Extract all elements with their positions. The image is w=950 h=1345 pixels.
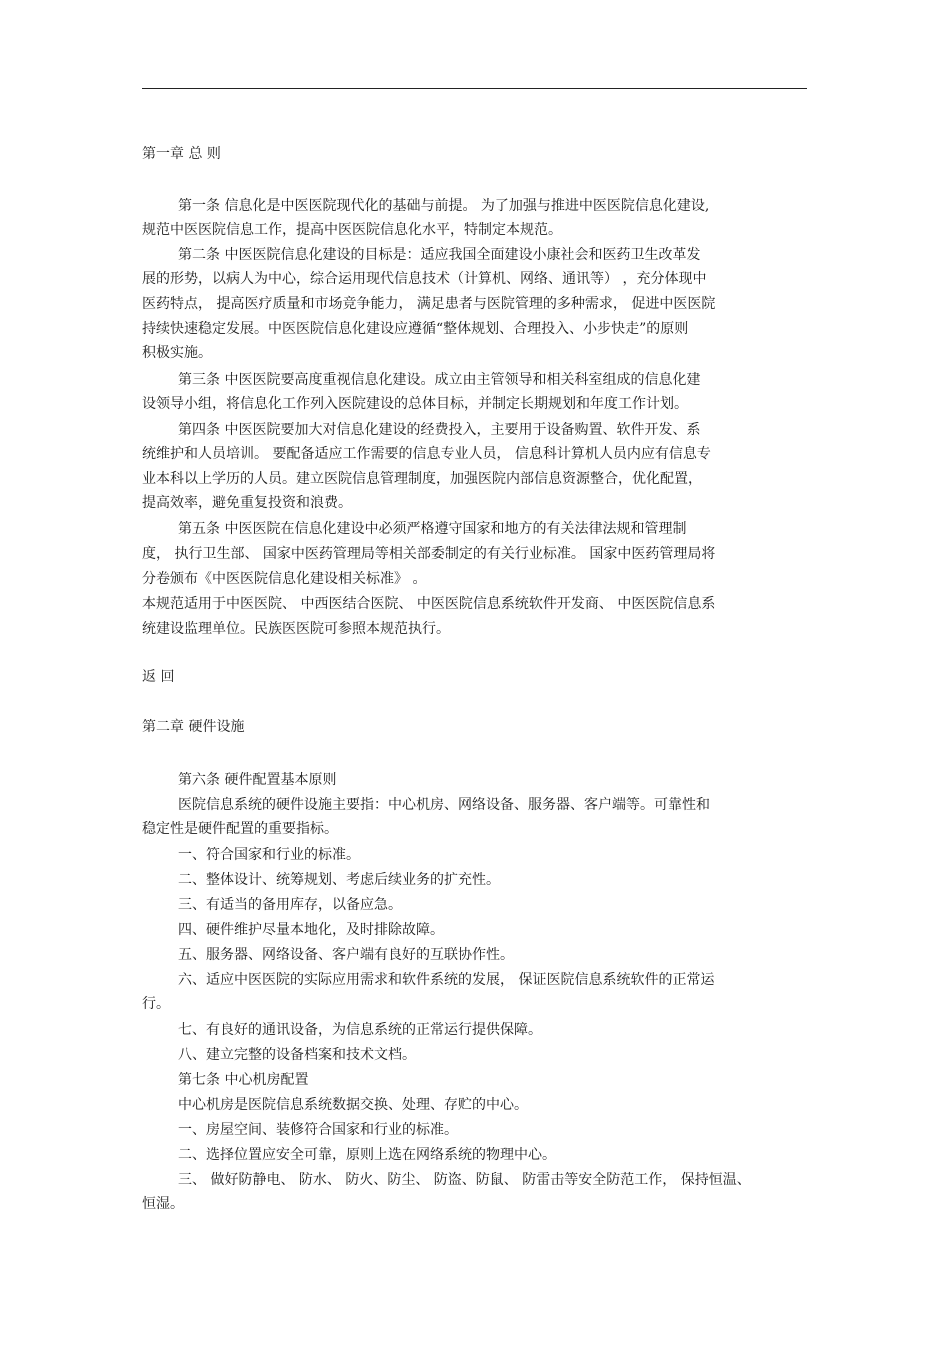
article-7-item-2: 二、选择位置应安全可靠，原则上选在网络系统的物理中心。 xyxy=(178,1147,556,1163)
article-1-line-1: 第一条 信息化是中医医院现代化的基础与前提。 为了加强与推进中医医院信息化建设, xyxy=(178,198,710,214)
article-2-line-4: 持续快速稳定发展。中医医院信息化建设应遵循“整体规划、合理投入、小步快走”的原则 xyxy=(142,321,689,337)
article-2-line-3: 医药特点， 提高医疗质量和市场竞争能力， 满足患者与医院管理的多种需求， 促进中医医院 xyxy=(142,296,716,312)
article-6-item-7: 七、有良好的通讯设备，为信息系统的正常运行提供保障。 xyxy=(178,1022,542,1038)
article-5-line-2: 度， 执行卫生部、 国家中医药管理局等相关部委制定的有关行业标准。 国家中医药管理局将 xyxy=(142,546,716,562)
article-6-item-8: 八、建立完整的设备档案和技术文档。 xyxy=(178,1047,416,1063)
article-4-line-4: 提高效率，避免重复投资和浪费。 xyxy=(142,495,352,511)
article-7-item-3-cont: 恒湿。 xyxy=(142,1196,184,1212)
article-2-line-2: 展的形势，以病人为中心，综合运用现代信息技术（计算机、网络、通讯等） ，充分体现中 xyxy=(142,271,707,287)
chapter-2-title: 第二章 硬件设施 xyxy=(142,719,245,735)
article-4-line-2: 统维护和人员培训。 要配备适应工作需要的信息专业人员， 信息科计算机人员内应有信息专 xyxy=(142,446,711,462)
chapter-1-title: 第一章 总 则 xyxy=(142,146,221,162)
article-7-line-1: 中心机房是医院信息系统数据交换、处理、存贮的中心。 xyxy=(178,1097,528,1113)
article-2-line-5: 积极实施。 xyxy=(142,345,212,361)
article-6-item-3: 三、有适当的备用库存，以备应急。 xyxy=(178,897,402,913)
article-7-title: 第七条 中心机房配置 xyxy=(178,1072,309,1088)
article-6-line-2: 稳定性是硬件配置的重要指标。 xyxy=(142,821,338,837)
scope-line-2: 统建设监理单位。民族医医院可参照本规范执行。 xyxy=(142,621,450,637)
back-link[interactable]: 返 回 xyxy=(142,669,175,685)
article-7-item-1: 一、房屋空间、装修符合国家和行业的标准。 xyxy=(178,1122,458,1138)
article-3-line-2: 设领导小组，将信息化工作列入医院建设的总体目标，并制定长期规划和年度工作计划。 xyxy=(142,396,688,412)
article-6-item-6-cont: 行。 xyxy=(142,996,170,1012)
article-4-line-1: 第四条 中医医院要加大对信息化建设的经费投入，主要用于设备购置、软件开发、系 xyxy=(178,422,701,438)
article-6-item-6: 六、适应中医医院的实际应用需求和软件系统的发展， 保证医院信息系统软件的正常运 xyxy=(178,972,715,988)
article-2-line-1: 第二条 中医医院信息化建设的目标是：适应我国全面建设小康社会和医药卫生改革发 xyxy=(178,247,701,263)
article-7-item-3: 三、 做好防静电、 防水、 防火、防尘、 防盗、防鼠、 防雷击等安全防范工作， 保持恒温、 xyxy=(178,1172,751,1188)
article-3-line-1: 第三条 中医医院要高度重视信息化建设。成立由主管领导和相关科室组成的信息化建 xyxy=(178,372,701,388)
scope-line-1: 本规范适用于中医医院、 中西医结合医院、 中医医院信息系统软件开发商、 中医医院信息系 xyxy=(142,596,716,612)
article-4-line-3: 业本科以上学历的人员。建立医院信息管理制度，加强医院内部信息资源整合，优化配置， xyxy=(142,471,702,487)
article-5-line-3: 分卷颁布《中医医院信息化建设相关标准》 。 xyxy=(142,571,427,587)
header-rule xyxy=(142,88,807,89)
article-6-item-1: 一、符合国家和行业的标准。 xyxy=(178,847,360,863)
article-6-item-2: 二、整体设计、统筹规划、考虑后续业务的扩充性。 xyxy=(178,872,500,888)
article-6-title: 第六条 硬件配置基本原则 xyxy=(178,772,337,788)
article-6-item-4: 四、硬件维护尽量本地化，及时排除故障。 xyxy=(178,922,444,938)
article-1-line-2: 规范中医医院信息工作，提高中医医院信息化水平，特制定本规范。 xyxy=(142,222,562,238)
article-6-item-5: 五、服务器、网络设备、客户端有良好的互联协作性。 xyxy=(178,947,514,963)
article-6-line-1: 医院信息系统的硬件设施主要指：中心机房、网络设备、服务器、客户端等。可靠性和 xyxy=(178,797,710,813)
article-5-line-1: 第五条 中医医院在信息化建设中必须严格遵守国家和地方的有关法律法规和管理制 xyxy=(178,521,687,537)
